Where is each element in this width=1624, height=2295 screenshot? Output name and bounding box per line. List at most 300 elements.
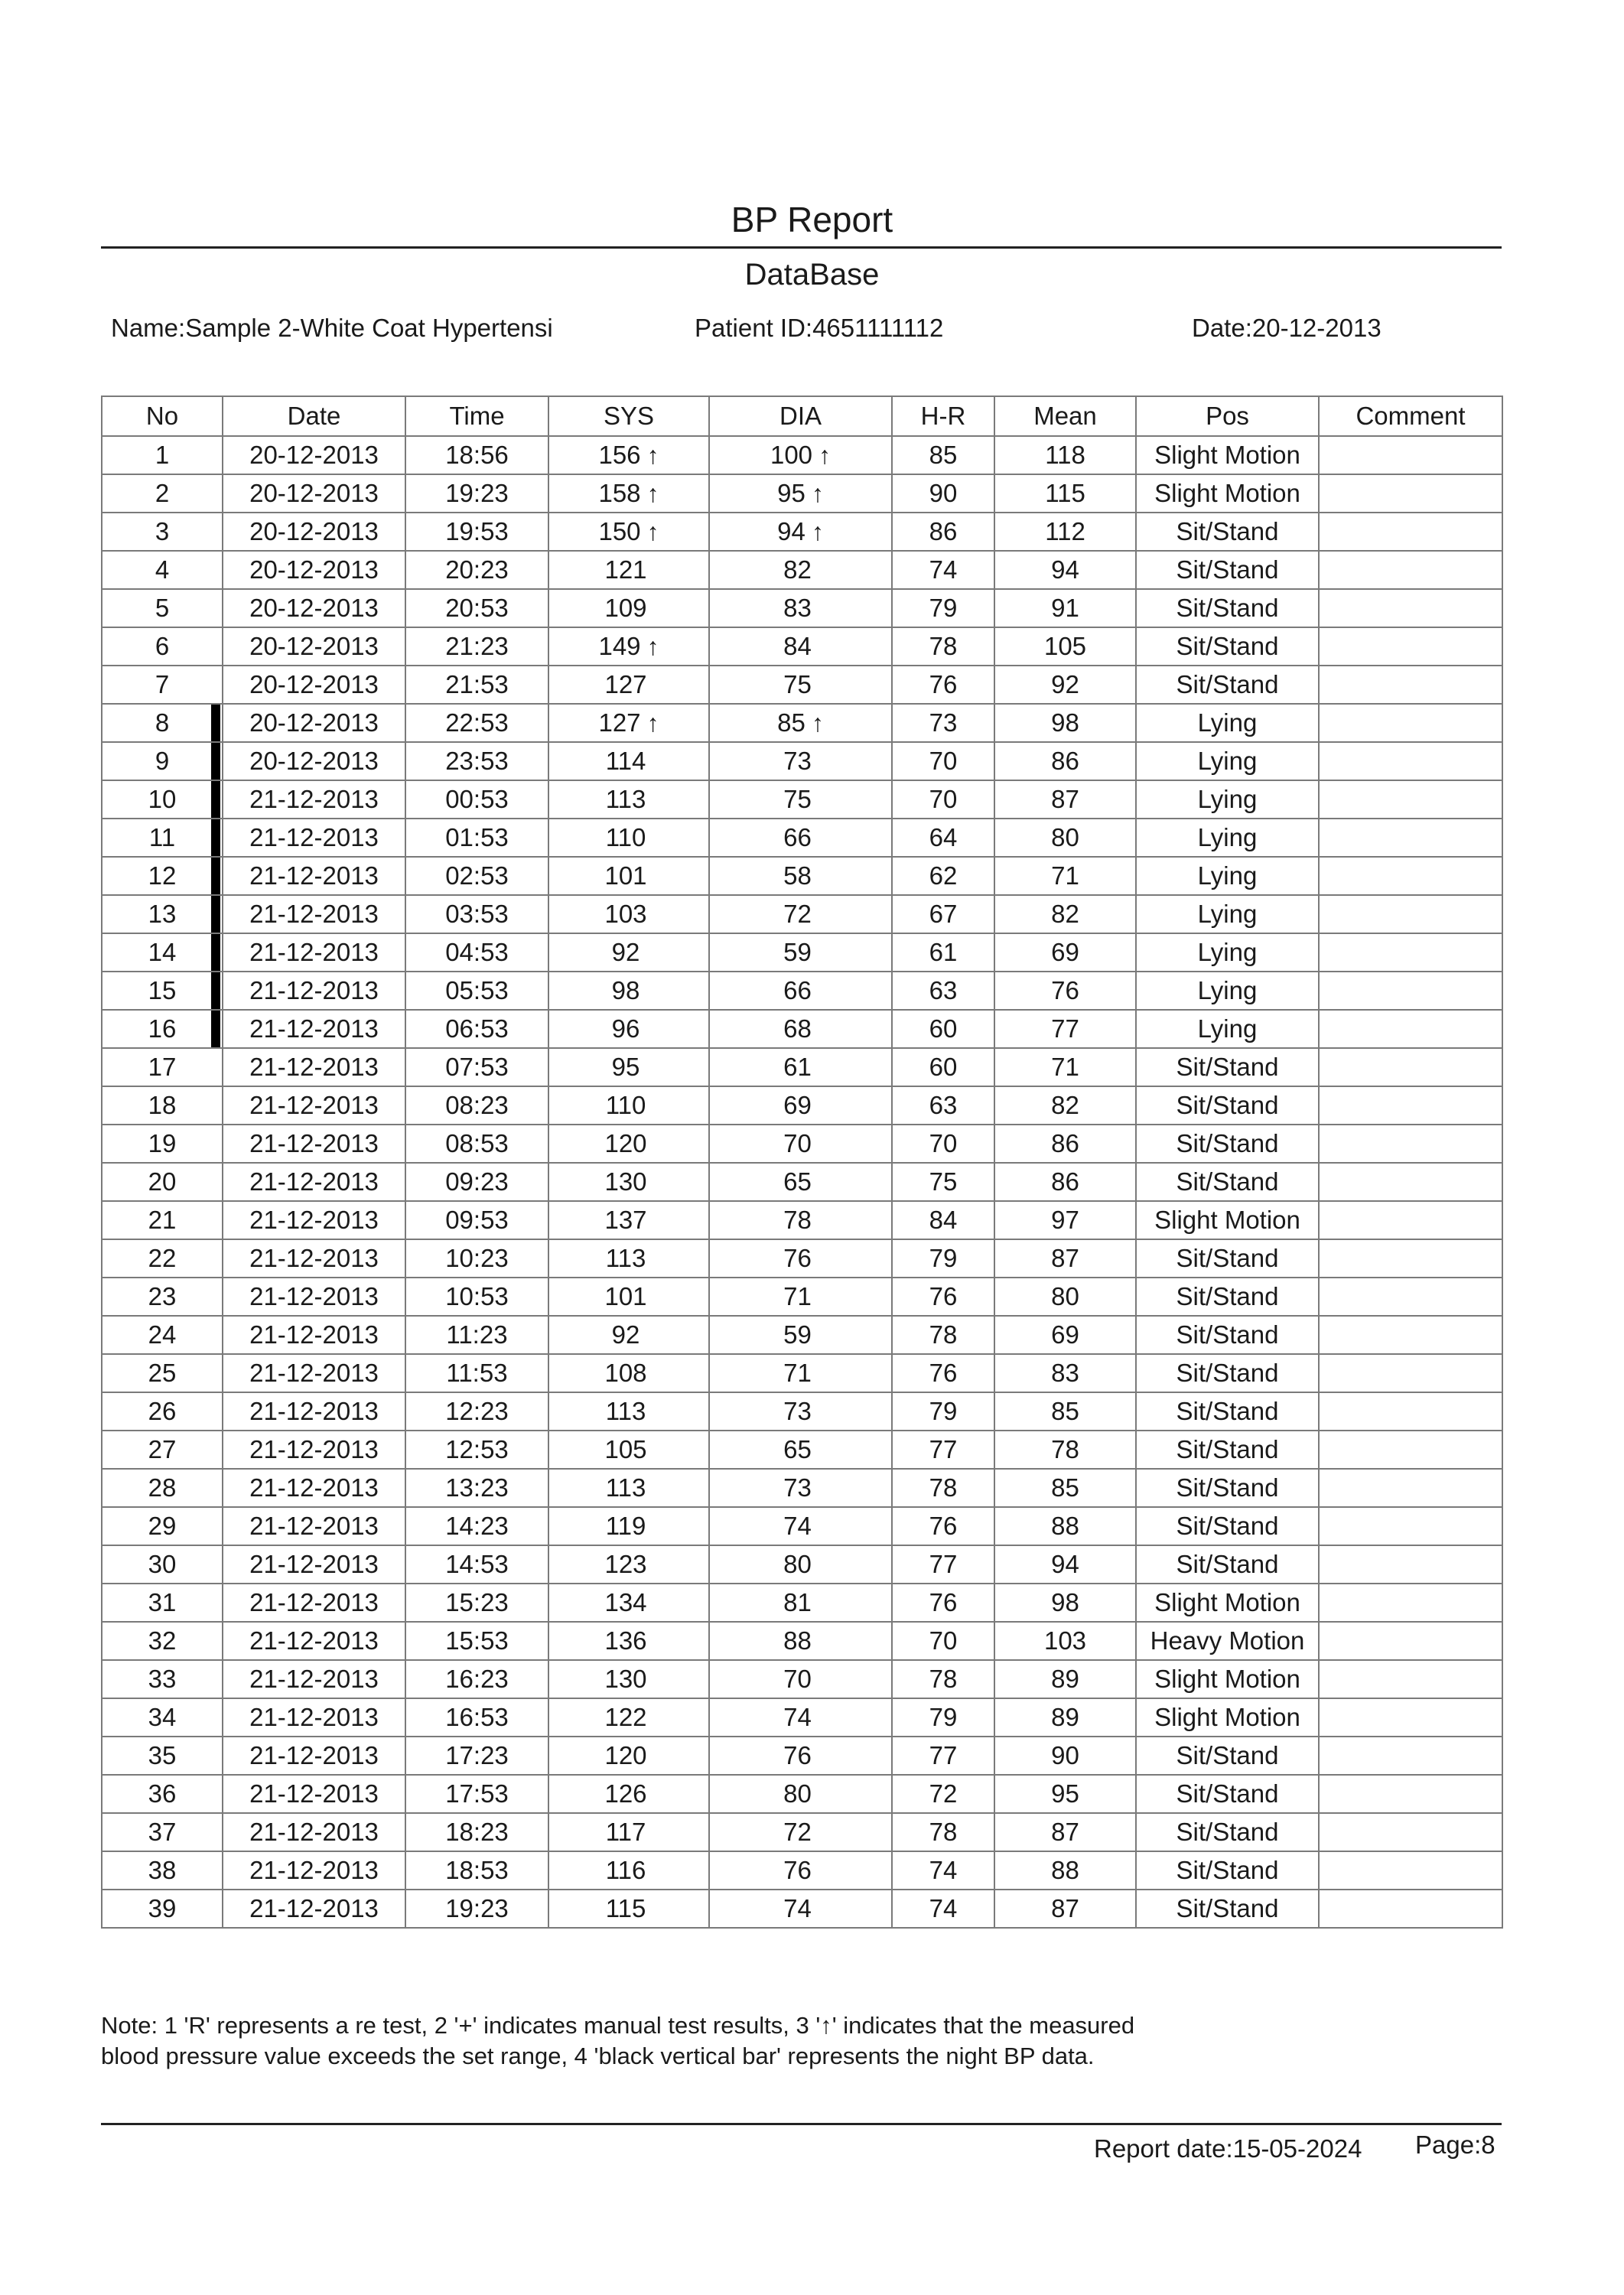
cell-date-value: 21-12-2013 <box>249 1359 379 1387</box>
cell-time-value: 08:23 <box>445 1091 509 1119</box>
cell-mean <box>994 1086 1136 1125</box>
cell-mean-value: 115 <box>1045 479 1085 507</box>
patient-name: Name:Sample 2-White Coat Hypertensi <box>111 314 553 342</box>
cell-sys-value: 137 <box>604 1206 647 1234</box>
cell-hr <box>892 1163 994 1201</box>
cell-dia-value: 73 <box>783 747 812 775</box>
cell-no <box>102 1890 223 1928</box>
night-bar-marker <box>211 933 220 972</box>
cell-hr-value: 73 <box>929 708 958 737</box>
cell-pos-value: Lying <box>1197 1014 1258 1043</box>
cell-comment <box>1319 1278 1502 1316</box>
header-pos: Pos <box>1136 396 1319 436</box>
cell-comment <box>1319 704 1502 742</box>
table-row <box>102 1086 1502 1125</box>
cell-pos-value: Sit/Stand <box>1176 1129 1279 1157</box>
cell-date-value: 20-12-2013 <box>249 441 379 469</box>
cell-mean <box>994 1775 1136 1813</box>
cell-sys-value: 119 <box>605 1512 646 1540</box>
cell-no <box>102 819 223 857</box>
cell-time <box>405 1737 548 1775</box>
cell-time-value: 03:53 <box>445 900 509 928</box>
cell-mean <box>994 742 1136 780</box>
cell-sys <box>548 972 709 1010</box>
cell-sys <box>548 895 709 933</box>
cell-mean-value: 85 <box>1051 1473 1079 1502</box>
night-bar-marker <box>211 780 220 819</box>
cell-dia <box>709 589 892 627</box>
cell-pos-value: Sit/Stand <box>1176 1282 1279 1310</box>
cell-time <box>405 1431 548 1469</box>
cell-mean <box>994 895 1136 933</box>
cell-time-value: 02:53 <box>445 861 509 890</box>
cell-dia <box>709 666 892 704</box>
cell-date-value: 21-12-2013 <box>249 1856 379 1884</box>
cell-mean-value: 80 <box>1051 1282 1079 1310</box>
cell-pos-value: Sit/Stand <box>1176 1053 1279 1081</box>
cell-no <box>102 1469 223 1507</box>
cell-no <box>102 857 223 895</box>
night-bar-marker <box>211 972 220 1010</box>
cell-no-value: 37 <box>148 1818 177 1846</box>
cell-pos <box>1136 1163 1319 1201</box>
cell-time-value: 11:23 <box>446 1320 508 1349</box>
night-bar-marker <box>211 819 220 857</box>
cell-date <box>223 1737 405 1775</box>
cell-date-value: 20-12-2013 <box>249 670 379 698</box>
cell-sys <box>548 627 709 666</box>
cell-dia-value: 88 <box>783 1626 812 1655</box>
table-row <box>102 1010 1502 1048</box>
cell-dia <box>709 857 892 895</box>
report-date: Report date:15-05-2024 <box>1094 2134 1362 2163</box>
cell-mean-value: 78 <box>1051 1435 1079 1463</box>
cell-pos <box>1136 1239 1319 1278</box>
cell-no <box>102 704 223 742</box>
cell-no <box>102 1584 223 1622</box>
cell-comment <box>1319 1545 1502 1584</box>
cell-no <box>102 1660 223 1698</box>
cell-no <box>102 1775 223 1813</box>
cell-dia-value: 83 <box>783 594 812 622</box>
cell-pos-value: Lying <box>1197 976 1258 1004</box>
cell-mean-value: 83 <box>1051 1359 1079 1387</box>
cell-hr-value: 78 <box>929 1665 958 1693</box>
cell-date <box>223 1813 405 1851</box>
cell-hr <box>892 1048 994 1086</box>
cell-mean-value: 86 <box>1051 1129 1079 1157</box>
cell-date <box>223 551 405 589</box>
cell-sys <box>548 742 709 780</box>
cell-dia <box>709 551 892 589</box>
cell-mean-value: 86 <box>1051 1167 1079 1196</box>
cell-dia-value: 76 <box>783 1741 812 1769</box>
cell-hr-value: 77 <box>929 1550 958 1578</box>
cell-comment <box>1319 1354 1502 1392</box>
table-header-row <box>102 396 1502 436</box>
cell-mean <box>994 1813 1136 1851</box>
cell-dia <box>709 1507 892 1545</box>
cell-pos-value: Sit/Stand <box>1176 632 1279 660</box>
cell-no-value: 17 <box>148 1053 177 1081</box>
cell-no-value: 18 <box>148 1091 177 1119</box>
patient-id: Patient ID:4651111112 <box>695 314 944 342</box>
cell-mean-value: 89 <box>1051 1703 1079 1731</box>
cell-dia <box>709 1163 892 1201</box>
cell-pos <box>1136 436 1319 474</box>
cell-date-value: 21-12-2013 <box>249 1244 379 1272</box>
cell-hr <box>892 895 994 933</box>
cell-hr-value: 64 <box>929 823 958 851</box>
cell-dia-value: 80 <box>783 1779 812 1808</box>
cell-hr <box>892 666 994 704</box>
cell-date-value: 20-12-2013 <box>249 479 379 507</box>
cell-mean <box>994 1201 1136 1239</box>
cell-no <box>102 513 223 551</box>
cell-pos <box>1136 1354 1319 1392</box>
cell-date <box>223 436 405 474</box>
cell-no <box>102 933 223 972</box>
cell-pos-value: Heavy Motion <box>1150 1626 1305 1655</box>
cell-mean-value: 69 <box>1051 938 1079 966</box>
header-dia: DIA <box>709 396 892 436</box>
cell-sys <box>548 1545 709 1584</box>
cell-pos-value: Sit/Stand <box>1176 1550 1279 1578</box>
cell-dia-value: 66 <box>783 823 812 851</box>
cell-hr-value: 76 <box>929 1282 958 1310</box>
cell-no <box>102 666 223 704</box>
cell-dia <box>709 1201 892 1239</box>
cell-dia-value: 58 <box>783 861 812 890</box>
cell-hr <box>892 1125 994 1163</box>
cell-comment <box>1319 666 1502 704</box>
cell-mean <box>994 1278 1136 1316</box>
cell-hr <box>892 1698 994 1737</box>
cell-mean <box>994 1660 1136 1698</box>
cell-dia <box>709 1278 892 1316</box>
table-row <box>102 1660 1502 1698</box>
cell-time-value: 18:56 <box>445 441 509 469</box>
cell-sys <box>548 1813 709 1851</box>
cell-time <box>405 1813 548 1851</box>
cell-sys-value: 113 <box>605 785 646 813</box>
cell-hr-value: 79 <box>929 594 958 622</box>
cell-dia-value: 59 <box>783 938 812 966</box>
cell-hr <box>892 589 994 627</box>
cell-time <box>405 819 548 857</box>
cell-no-value: 16 <box>148 1014 177 1043</box>
table-row <box>102 513 1502 551</box>
cell-no-value: 10 <box>148 785 177 813</box>
cell-pos <box>1136 933 1319 972</box>
cell-no-value: 28 <box>148 1473 177 1502</box>
cell-no-value: 13 <box>148 900 177 928</box>
cell-sys-value: 115 <box>605 1894 646 1922</box>
cell-mean <box>994 474 1136 513</box>
cell-sys <box>548 1851 709 1890</box>
report-subtitle: DataBase <box>744 258 880 291</box>
cell-dia-value: 95 <box>777 479 805 507</box>
cell-date <box>223 1163 405 1201</box>
cell-time-value: 16:23 <box>445 1665 509 1693</box>
report-title: BP Report <box>731 200 893 239</box>
cell-no <box>102 627 223 666</box>
cell-hr <box>892 704 994 742</box>
cell-date <box>223 819 405 857</box>
cell-time-value: 20:23 <box>445 555 509 584</box>
footer-divider <box>101 2123 1502 2125</box>
cell-sys-value: 120 <box>604 1129 647 1157</box>
cell-pos-value: Sit/Stand <box>1176 670 1279 698</box>
cell-dia <box>709 742 892 780</box>
cell-time-value: 01:53 <box>445 823 509 851</box>
cell-pos-value: Lying <box>1197 785 1258 813</box>
table-row <box>102 1545 1502 1584</box>
table-row <box>102 933 1502 972</box>
table-row <box>102 1316 1502 1354</box>
cell-mean <box>994 1584 1136 1622</box>
cell-pos-value: Sit/Stand <box>1176 1320 1279 1349</box>
cell-mean <box>994 1737 1136 1775</box>
cell-comment <box>1319 780 1502 819</box>
cell-dia <box>709 1086 892 1125</box>
cell-mean-value: 97 <box>1051 1206 1079 1234</box>
cell-pos-value: Lying <box>1197 861 1258 890</box>
cell-comment <box>1319 1813 1502 1851</box>
cell-no-value: 31 <box>148 1588 177 1616</box>
cell-hr-value: 63 <box>929 976 958 1004</box>
cell-no <box>102 1278 223 1316</box>
cell-sys <box>548 1890 709 1928</box>
table-row <box>102 1278 1502 1316</box>
cell-hr <box>892 819 994 857</box>
cell-comment <box>1319 1507 1502 1545</box>
cell-time <box>405 972 548 1010</box>
cell-date-value: 21-12-2013 <box>249 1512 379 1540</box>
note-line-2: blood pressure value exceeds the set range, 4 'black vertical bar' represents the night BP data. <box>101 2043 1095 2069</box>
cell-date-value: 21-12-2013 <box>249 938 379 966</box>
cell-mean <box>994 513 1136 551</box>
cell-date-value: 21-12-2013 <box>249 1435 379 1463</box>
cell-comment <box>1319 1431 1502 1469</box>
cell-no-value: 6 <box>155 632 170 660</box>
cell-dia-value: 74 <box>783 1703 812 1731</box>
cell-sys <box>548 474 709 513</box>
cell-hr <box>892 1545 994 1584</box>
cell-dia-value: 75 <box>783 785 812 813</box>
cell-no <box>102 780 223 819</box>
cell-mean <box>994 1010 1136 1048</box>
cell-no <box>102 895 223 933</box>
cell-sys <box>548 1584 709 1622</box>
cell-pos-value: Lying <box>1197 747 1258 775</box>
cell-date-value: 21-12-2013 <box>249 861 379 890</box>
cell-mean-value: 92 <box>1051 670 1079 698</box>
cell-sys <box>548 933 709 972</box>
cell-sys <box>548 1201 709 1239</box>
cell-date-value: 21-12-2013 <box>249 823 379 851</box>
cell-time <box>405 1086 548 1125</box>
cell-sys <box>548 1660 709 1698</box>
cell-no <box>102 1048 223 1086</box>
cell-mean-value: 87 <box>1051 1818 1079 1846</box>
cell-dia-value: 100 <box>770 441 813 469</box>
cell-date <box>223 1507 405 1545</box>
cell-mean <box>994 857 1136 895</box>
cell-no <box>102 1431 223 1469</box>
cell-hr <box>892 436 994 474</box>
cell-time <box>405 1851 548 1890</box>
sys-exceed-arrow-icon: ↑ <box>646 480 659 507</box>
cell-no <box>102 1392 223 1431</box>
cell-dia-value: 75 <box>783 670 812 698</box>
cell-mean-value: 87 <box>1051 1894 1079 1922</box>
cell-no <box>102 436 223 474</box>
cell-pos-value: Sit/Stand <box>1176 1741 1279 1769</box>
cell-date-value: 20-12-2013 <box>249 555 379 584</box>
cell-sys-value: 92 <box>611 938 640 966</box>
cell-time-value: 20:53 <box>445 594 509 622</box>
table-row <box>102 436 1502 474</box>
cell-no-value: 24 <box>148 1320 177 1349</box>
sys-exceed-arrow-icon: ↑ <box>646 709 659 737</box>
cell-pos-value: Sit/Stand <box>1176 594 1279 622</box>
cell-sys-value: 156 <box>598 441 641 469</box>
cell-sys <box>548 1086 709 1125</box>
cell-hr-value: 60 <box>929 1053 958 1081</box>
cell-time-value: 10:23 <box>445 1244 509 1272</box>
cell-no-value: 7 <box>155 670 170 698</box>
cell-no-value: 5 <box>155 594 170 622</box>
dia-exceed-arrow-icon: ↑ <box>811 709 824 737</box>
cell-no <box>102 1125 223 1163</box>
cell-date <box>223 1278 405 1316</box>
cell-mean <box>994 1698 1136 1737</box>
cell-mean-value: 89 <box>1051 1665 1079 1693</box>
cell-pos-value: Sit/Stand <box>1176 1435 1279 1463</box>
cell-date <box>223 1125 405 1163</box>
cell-mean-value: 77 <box>1051 1014 1079 1043</box>
cell-date-value: 21-12-2013 <box>249 1550 379 1578</box>
cell-hr <box>892 1507 994 1545</box>
table-row <box>102 780 1502 819</box>
cell-mean <box>994 1431 1136 1469</box>
cell-pos-value: Sit/Stand <box>1176 1091 1279 1119</box>
cell-dia-value: 82 <box>783 555 812 584</box>
cell-dia <box>709 474 892 513</box>
cell-hr-value: 61 <box>929 938 958 966</box>
cell-dia <box>709 1316 892 1354</box>
cell-date-value: 21-12-2013 <box>249 1014 379 1043</box>
cell-pos <box>1136 1086 1319 1125</box>
cell-no <box>102 1201 223 1239</box>
cell-date-value: 21-12-2013 <box>249 1626 379 1655</box>
cell-no-value: 2 <box>155 479 170 507</box>
cell-date <box>223 666 405 704</box>
cell-pos-value: Lying <box>1197 938 1258 966</box>
cell-dia-value: 74 <box>783 1512 812 1540</box>
cell-comment <box>1319 819 1502 857</box>
cell-pos <box>1136 513 1319 551</box>
cell-date <box>223 1086 405 1125</box>
cell-sys-value: 117 <box>605 1818 646 1846</box>
cell-time <box>405 436 548 474</box>
cell-hr <box>892 1086 994 1125</box>
cell-pos <box>1136 1469 1319 1507</box>
cell-pos <box>1136 1775 1319 1813</box>
cell-hr <box>892 513 994 551</box>
cell-date <box>223 704 405 742</box>
cell-dia <box>709 704 892 742</box>
cell-mean <box>994 1125 1136 1163</box>
cell-date <box>223 1584 405 1622</box>
night-bar-marker <box>211 1010 220 1048</box>
cell-comment <box>1319 1775 1502 1813</box>
cell-hr-value: 74 <box>929 1894 958 1922</box>
cell-comment <box>1319 1086 1502 1125</box>
table-row <box>102 1507 1502 1545</box>
cell-hr <box>892 474 994 513</box>
cell-dia-value: 76 <box>783 1244 812 1272</box>
cell-comment <box>1319 551 1502 589</box>
table-row <box>102 1737 1502 1775</box>
cell-no-value: 11 <box>148 823 176 851</box>
cell-time <box>405 551 548 589</box>
cell-time <box>405 1010 548 1048</box>
cell-hr <box>892 1010 994 1048</box>
cell-sys-value: 121 <box>604 555 647 584</box>
cell-dia <box>709 819 892 857</box>
cell-date <box>223 1201 405 1239</box>
cell-comment <box>1319 1239 1502 1278</box>
cell-time-value: 04:53 <box>445 938 509 966</box>
cell-hr <box>892 1660 994 1698</box>
cell-mean <box>994 819 1136 857</box>
cell-mean <box>994 972 1136 1010</box>
cell-sys-value: 92 <box>611 1320 640 1349</box>
cell-dia <box>709 1851 892 1890</box>
cell-hr-value: 76 <box>929 1588 958 1616</box>
cell-hr-value: 76 <box>929 1359 958 1387</box>
cell-sys-value: 109 <box>604 594 647 622</box>
cell-comment <box>1319 1201 1502 1239</box>
cell-date <box>223 1354 405 1392</box>
cell-date-value: 21-12-2013 <box>249 1053 379 1081</box>
cell-dia-value: 78 <box>783 1206 812 1234</box>
cell-time <box>405 1239 548 1278</box>
cell-hr <box>892 742 994 780</box>
cell-sys <box>548 551 709 589</box>
cell-hr-value: 75 <box>929 1167 958 1196</box>
cell-dia-value: 76 <box>783 1856 812 1884</box>
cell-no <box>102 1813 223 1851</box>
cell-mean-value: 94 <box>1051 1550 1079 1578</box>
cell-hr-value: 86 <box>929 517 958 545</box>
cell-hr-value: 77 <box>929 1435 958 1463</box>
cell-pos-value: Lying <box>1197 708 1258 737</box>
cell-pos-value: Sit/Stand <box>1176 1818 1279 1846</box>
cell-sys-value: 101 <box>604 1282 647 1310</box>
cell-sys-value: 150 <box>598 517 641 545</box>
cell-hr <box>892 780 994 819</box>
cell-mean-value: 71 <box>1051 861 1079 890</box>
cell-dia <box>709 1775 892 1813</box>
cell-no <box>102 972 223 1010</box>
cell-date <box>223 933 405 972</box>
cell-comment <box>1319 1048 1502 1086</box>
cell-no-value: 34 <box>148 1703 177 1731</box>
cell-no-value: 20 <box>148 1167 177 1196</box>
